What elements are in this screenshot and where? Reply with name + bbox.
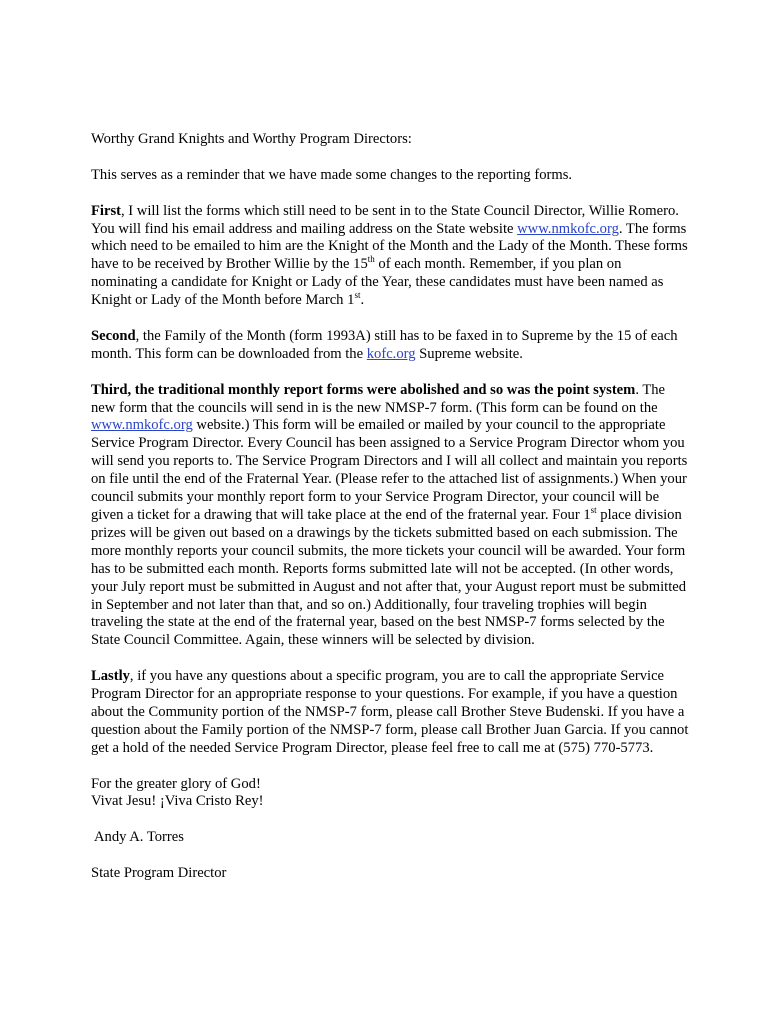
signer-title: State Program Director bbox=[91, 865, 227, 882]
closing-line-1: For the greater glory of God! bbox=[91, 775, 261, 792]
second-paragraph: Second, the Family of the Month (form 1993A) still has to be faxed in to Supreme by the 15 of each month. This form can be downloaded from the kofc.org Supreme website. bbox=[91, 327, 678, 362]
nmkofc-link[interactable]: www.nmkofc.org bbox=[517, 220, 619, 237]
signer-name: Andy A. Torres bbox=[94, 829, 184, 846]
lastly-paragraph: Lastly, if you have any questions about a specific program, you are to call the appropriate Service Program Director for an appropriate response to your questions. For example, if you have a question about the Community portion of the NMSP-7 form, please call Brother Steve Budenski. If you have a question about the Family portion of the NMSP-7 form, please call Brother Juan Garcia. If you cannot get a hold of the needed Service Program Director, please feel free to call me at (575) 770-5773. bbox=[91, 668, 689, 756]
letter-body bbox=[91, 131, 691, 901]
second-lead: Second bbox=[91, 327, 136, 344]
third-lead: Third, the traditional monthly report forms were abolished and so was the point system bbox=[91, 381, 636, 398]
first-paragraph: First, I will list the forms which still need to be sent in to the State Council Director, Willie Romero. You will find his email address and mailing address on the State website www.nmkofc.org. The forms which need to be emailed to him are the Knight of the Month and the Lady of the Month. These forms have to be received by Brother Willie by the 15th of each month. Remember, if you plan on nominating a candidate for Knight or Lady of the Year, these candidates must have been named as Knight or Lady of the Month before March 1st. bbox=[91, 202, 688, 309]
intro-paragraph: This serves as a reminder that we have made some changes to the reporting forms. bbox=[91, 166, 573, 183]
third-paragraph: Third, the traditional monthly report forms were abolished and so was the point system. The new form that the councils will send in is the new NMSP-7 form. (This form can be found on the www.nmkofc.org website.) This form will be emailed or mailed by your council to the appropriate Service Program Director. Every Council has been assigned to a Service Program Director whom you will send you reports to. The Service Program Directors and I will all collect and maintain you reports on file until the end of the Fraternal Year. (Please refer to the attached list of assignments.) When your council submits your monthly report form to your Service Program Director, your council will be given a ticket for a drawing that will take place at the end of the fraternal year. Four 1st place division prizes will be given out based on a drawings by the tickets submitted based on each submission. The more monthly reports your council submits, the more tickets your council will be awarded. Your form has to be submitted each month. Reports forms submitted late will not be accepted. (In other words, your July report must be submitted in August and not after that, your August report must be submitted in September and not later than that, and so on.) Additionally, four traveling trophies will begin traveling the state at the end of the fraternal year, based on the best NMSP-7 forms selected by the State Council Committee. Again, these winners will be selected by division. bbox=[91, 381, 688, 649]
closing bbox=[91, 776, 691, 812]
closing-line-2: Vivat Jesu! ¡Viva Cristo Rey! bbox=[91, 793, 264, 810]
nmkofc-link-2[interactable]: www.nmkofc.org bbox=[91, 417, 193, 434]
salutation: Worthy Grand Knights and Worthy Program Directors: bbox=[91, 131, 412, 147]
lastly-lead: Lastly bbox=[91, 668, 130, 685]
kofc-link[interactable]: kofc.org bbox=[366, 345, 416, 362]
first-lead: First bbox=[91, 202, 121, 219]
